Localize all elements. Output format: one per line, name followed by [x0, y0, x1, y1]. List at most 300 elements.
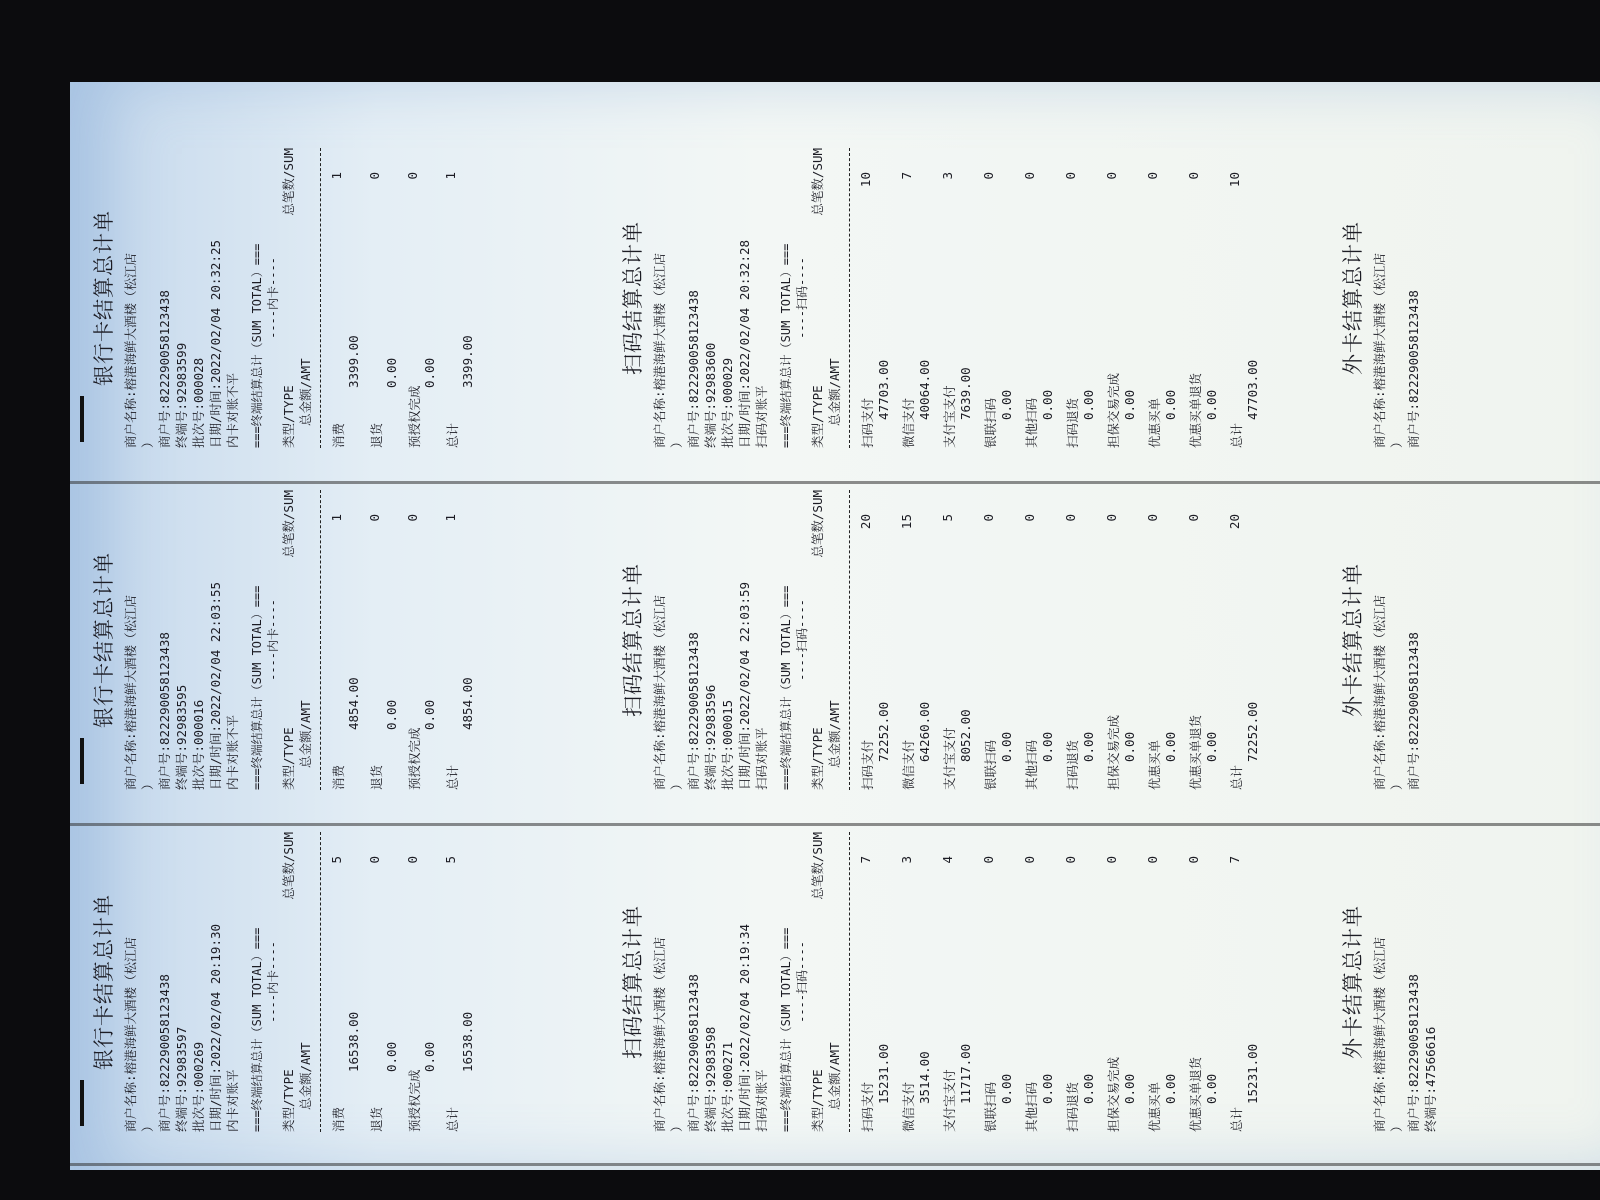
merchant-number: 商户号:822290058123438	[157, 290, 172, 448]
row-count: 0	[1022, 514, 1037, 522]
reconcile-status: 内卡对账不平	[225, 372, 240, 448]
receipt-strip	[70, 118, 1600, 478]
row-type: 消费	[331, 764, 346, 790]
sum-total-header: ===终端结算总计（SUM TOTAL）===	[250, 585, 264, 790]
row-amount: 0.00	[1040, 731, 1055, 762]
settle-datetime: 日期/时间:2022/02/04 22:03:59	[737, 581, 752, 790]
row-type: 扫码支付	[860, 397, 875, 448]
row-amount: 0.00	[1204, 1073, 1219, 1104]
table-row	[327, 148, 365, 448]
row-count: 1	[329, 172, 344, 180]
row-type: 优惠买单退货	[1188, 372, 1203, 448]
column-header	[809, 148, 843, 448]
receipt-title: 扫码结算总计单	[621, 905, 645, 1059]
row-type: 优惠买单	[1147, 397, 1162, 448]
row-amount: 0.00	[999, 1073, 1014, 1104]
row-amount: 0.00	[1163, 389, 1178, 420]
receipt-title: 外卡结算总计单	[1341, 221, 1365, 375]
row-type: 扫码退货	[1065, 739, 1080, 790]
qr-settlement-summary	[615, 148, 1266, 448]
table-row	[1061, 148, 1102, 448]
row-type: 银联扫码	[983, 1081, 998, 1132]
merchant-name: 商户名称:榕港海鲜大酒楼（松江店	[652, 252, 667, 448]
col-type-label: 类型/TYPE	[281, 1069, 296, 1132]
row-amount: 0.00	[1122, 1073, 1137, 1104]
receipt-mark	[80, 396, 84, 442]
terminal-number: 终端号:47566616	[1423, 1026, 1438, 1132]
table-row	[979, 490, 1020, 790]
col-type-label: 类型/TYPE	[810, 727, 825, 790]
settle-datetime: 日期/时间:2022/02/04 20:32:28	[737, 239, 752, 448]
row-amount: 0.00	[422, 357, 437, 388]
row-amount: 3399.00	[460, 335, 475, 388]
merchant-name: 商户名称:榕港海鲜大酒楼（松江店	[652, 594, 667, 790]
row-amount: 40064.00	[917, 359, 932, 420]
row-amount: 16538.00	[346, 1011, 361, 1072]
row-count: 4	[940, 856, 955, 864]
table-row	[897, 832, 938, 1132]
row-count: 1	[443, 172, 458, 180]
row-type: 优惠买单	[1147, 739, 1162, 790]
row-count: 5	[329, 856, 344, 864]
row-count: 10	[1227, 172, 1242, 188]
strip-edge	[70, 481, 1600, 484]
merchant-number: 商户号:822290058123438	[1406, 290, 1421, 448]
row-type: 预授权完成	[407, 385, 422, 448]
row-count: 7	[899, 172, 914, 180]
row-amount: 0.00	[1163, 1073, 1178, 1104]
row-amount: 0.00	[1122, 389, 1137, 420]
foreign-card-summary	[1335, 490, 1422, 790]
merchant-number: 商户号:822290058123438	[157, 632, 172, 790]
card-type-subheader: ----扫码----	[795, 257, 809, 339]
merchant-name-end: ）	[140, 1119, 155, 1132]
table-row	[938, 148, 979, 448]
merchant-number: 商户号:822290058123438	[157, 974, 172, 1132]
row-type: 优惠买单退货	[1188, 714, 1203, 790]
table-row	[1020, 832, 1061, 1132]
table-row	[403, 832, 441, 1132]
totals-list	[856, 490, 1266, 790]
row-count: 0	[367, 514, 382, 522]
row-type: 银联扫码	[983, 397, 998, 448]
row-amount: 8052.00	[958, 709, 973, 762]
terminal-number: 终端号:92983595	[174, 684, 189, 790]
receipt-title: 扫码结算总计单	[621, 221, 645, 375]
batch-number: 批次号:000015	[720, 699, 735, 790]
row-amount: 64260.00	[917, 701, 932, 762]
row-type: 扫码退货	[1065, 397, 1080, 448]
row-count: 0	[1063, 172, 1078, 180]
col-amount-label: 总金额/AMT	[298, 700, 313, 768]
dashed-divider	[320, 490, 321, 790]
card-type-subheader: ----内卡----	[266, 257, 280, 339]
foreign-card-summary	[1335, 148, 1422, 448]
card-type-subheader: ----扫码----	[795, 599, 809, 681]
row-count: 0	[1104, 514, 1119, 522]
column-header-left	[809, 1042, 843, 1132]
table-row	[365, 148, 403, 448]
bank-card-summary	[80, 148, 479, 448]
strip-edge	[70, 1163, 1600, 1166]
table-row	[979, 832, 1020, 1132]
row-count: 20	[1227, 514, 1242, 530]
table-row	[441, 490, 479, 790]
dashed-divider	[849, 490, 850, 790]
row-type: 担保交易完成	[1106, 1056, 1121, 1132]
row-amount: 4854.00	[460, 677, 475, 730]
row-type: 支付宝支付	[942, 727, 957, 790]
row-count: 5	[940, 514, 955, 522]
terminal-number: 终端号:92983598	[703, 1026, 718, 1132]
table-row	[856, 490, 897, 790]
row-count: 0	[367, 172, 382, 180]
batch-number: 批次号:000029	[720, 357, 735, 448]
row-type: 担保交易完成	[1106, 714, 1121, 790]
column-header-left	[280, 358, 314, 448]
receipt-strip	[70, 490, 1600, 820]
row-amount: 0.00	[384, 699, 399, 730]
col-type-label: 类型/TYPE	[281, 727, 296, 790]
col-count-label: 总笔数/SUM	[281, 490, 296, 558]
table-row	[1020, 490, 1061, 790]
qr-settlement-summary	[615, 490, 1266, 790]
card-type-subheader: ----内卡----	[266, 599, 280, 681]
row-count: 0	[1104, 172, 1119, 180]
row-type: 预授权完成	[407, 727, 422, 790]
sum-total-header: ===终端结算总计（SUM TOTAL）===	[250, 927, 264, 1132]
column-header	[280, 832, 314, 1132]
row-count: 0	[981, 514, 996, 522]
reconcile-status: 扫码对账平	[754, 1069, 769, 1132]
row-amount: 0.00	[999, 731, 1014, 762]
table-row	[1184, 490, 1225, 790]
row-type: 优惠买单退货	[1188, 1056, 1203, 1132]
col-type-label: 类型/TYPE	[810, 385, 825, 448]
row-amount: 0.00	[1163, 731, 1178, 762]
row-count: 0	[1063, 514, 1078, 522]
terminal-number: 终端号:92983597	[174, 1026, 189, 1132]
row-type: 总计	[445, 1106, 460, 1132]
strip-edge	[70, 823, 1600, 826]
dashed-divider	[849, 832, 850, 1132]
row-amount: 4854.00	[346, 677, 361, 730]
merchant-name-end: ）	[1389, 1119, 1404, 1132]
row-amount: 72252.00	[876, 701, 891, 762]
merchant-name: 商户名称:榕港海鲜大酒楼（松江店	[1372, 936, 1387, 1132]
merchant-name: 商户名称:榕港海鲜大酒楼（松江店	[1372, 252, 1387, 448]
row-count: 0	[405, 856, 420, 864]
table-row	[1102, 490, 1143, 790]
row-count: 0	[367, 856, 382, 864]
table-row	[897, 490, 938, 790]
merchant-name-end: ）	[669, 777, 684, 790]
receipt-strip	[70, 832, 1600, 1162]
table-row	[1143, 490, 1184, 790]
row-amount: 15231.00	[876, 1043, 891, 1104]
terminal-number: 终端号:92983599	[174, 342, 189, 448]
row-type: 优惠买单	[1147, 1081, 1162, 1132]
merchant-number: 商户号:822290058123438	[1406, 632, 1421, 790]
row-type: 预授权完成	[407, 1069, 422, 1132]
table-row	[856, 832, 897, 1132]
col-type-label: 类型/TYPE	[281, 385, 296, 448]
totals-list	[856, 832, 1266, 1132]
receipt-title: 银行卡结算总计单	[92, 552, 116, 728]
row-type: 扫码支付	[860, 739, 875, 790]
row-type: 其他扫码	[1024, 397, 1039, 448]
table-row	[979, 148, 1020, 448]
col-count-label: 总笔数/SUM	[810, 490, 825, 558]
row-type: 总计	[445, 422, 460, 448]
dashed-divider	[320, 832, 321, 1132]
row-count: 3	[940, 172, 955, 180]
settle-datetime: 日期/时间:2022/02/04 22:03:55	[208, 581, 223, 790]
row-count: 0	[1104, 856, 1119, 864]
card-type-subheader: ----内卡----	[266, 941, 280, 1023]
row-type: 扫码退货	[1065, 1081, 1080, 1132]
column-header-left	[809, 358, 843, 448]
merchant-name: 商户名称:榕港海鲜大酒楼（松江店	[123, 252, 138, 448]
settle-datetime: 日期/时间:2022/02/04 20:32:25	[208, 239, 223, 448]
row-type: 总计	[1229, 422, 1244, 448]
table-row	[897, 148, 938, 448]
row-type: 担保交易完成	[1106, 372, 1121, 448]
settle-datetime: 日期/时间:2022/02/04 20:19:34	[737, 923, 752, 1132]
receipt-mark	[80, 1080, 84, 1126]
row-amount: 0.00	[1204, 731, 1219, 762]
merchant-name-end: ）	[669, 435, 684, 448]
row-count: 1	[443, 514, 458, 522]
row-count: 1	[329, 514, 344, 522]
foreign-card-summary	[1335, 832, 1439, 1132]
column-header-left	[280, 1042, 314, 1132]
row-type: 支付宝支付	[942, 385, 957, 448]
reconcile-status: 内卡对账平	[225, 1069, 240, 1132]
column-header	[280, 490, 314, 790]
receipt-title: 扫码结算总计单	[621, 563, 645, 717]
row-type: 微信支付	[901, 1081, 916, 1132]
table-row	[1143, 832, 1184, 1132]
sum-total-header: ===终端结算总计（SUM TOTAL）===	[779, 927, 793, 1132]
card-type-subheader: ----扫码----	[795, 941, 809, 1023]
totals-list	[327, 490, 479, 790]
table-row	[441, 148, 479, 448]
row-amount: 72252.00	[1245, 701, 1260, 762]
table-row	[1184, 148, 1225, 448]
table-row	[327, 832, 365, 1132]
table-row	[1102, 832, 1143, 1132]
totals-list	[327, 832, 479, 1132]
row-amount: 0.00	[1081, 731, 1096, 762]
row-amount: 0.00	[1081, 1073, 1096, 1104]
merchant-name-end: ）	[140, 777, 155, 790]
merchant-name-end: ）	[669, 1119, 684, 1132]
dashed-divider	[320, 148, 321, 448]
table-row	[441, 832, 479, 1132]
settle-datetime: 日期/时间:2022/02/04 20:19:30	[208, 923, 223, 1132]
dashed-divider	[849, 148, 850, 448]
table-row	[365, 490, 403, 790]
row-type: 微信支付	[901, 397, 916, 448]
row-amount: 0.00	[422, 699, 437, 730]
table-row	[856, 148, 897, 448]
table-row	[1225, 490, 1266, 790]
sum-total-header: ===终端结算总计（SUM TOTAL）===	[250, 243, 264, 448]
bank-card-summary	[80, 832, 479, 1132]
totals-list	[856, 148, 1266, 448]
row-amount: 3399.00	[346, 335, 361, 388]
row-count: 5	[443, 856, 458, 864]
column-header-left	[280, 700, 314, 790]
row-count: 0	[405, 514, 420, 522]
merchant-number: 商户号:822290058123438	[686, 632, 701, 790]
col-amount-label: 总金额/AMT	[827, 1042, 842, 1110]
col-amount-label: 总金额/AMT	[298, 358, 313, 426]
merchant-name: 商户名称:榕港海鲜大酒楼（松江店	[652, 936, 667, 1132]
merchant-name: 商户名称:榕港海鲜大酒楼（松江店	[123, 594, 138, 790]
batch-number: 批次号:000271	[720, 1041, 735, 1132]
merchant-number: 商户号:822290058123438	[686, 290, 701, 448]
merchant-number: 商户号:822290058123438	[686, 974, 701, 1132]
row-type: 扫码支付	[860, 1081, 875, 1132]
row-amount: 0.00	[384, 1041, 399, 1072]
row-type: 退货	[369, 1106, 384, 1132]
merchant-name-end: ）	[1389, 777, 1404, 790]
merchant-number: 商户号:822290058123438	[1406, 974, 1421, 1132]
row-count: 0	[405, 172, 420, 180]
row-amount: 0.00	[1040, 389, 1055, 420]
row-count: 7	[1227, 856, 1242, 864]
table-row	[938, 490, 979, 790]
sum-total-header: ===终端结算总计（SUM TOTAL）===	[779, 585, 793, 790]
receipt-title: 外卡结算总计单	[1341, 563, 1365, 717]
col-count-label: 总笔数/SUM	[810, 148, 825, 216]
receipt-mark	[80, 738, 84, 784]
row-amount: 47703.00	[876, 359, 891, 420]
table-row	[938, 832, 979, 1132]
receipt-title: 外卡结算总计单	[1341, 905, 1365, 1059]
row-amount: 0.00	[422, 1041, 437, 1072]
table-row	[1225, 832, 1266, 1132]
row-amount: 0.00	[1122, 731, 1137, 762]
row-count: 0	[1186, 856, 1201, 864]
row-amount: 3514.00	[917, 1051, 932, 1104]
merchant-name-end: ）	[1389, 435, 1404, 448]
row-amount: 0.00	[999, 389, 1014, 420]
row-count: 0	[1145, 514, 1160, 522]
totals-list	[327, 148, 479, 448]
table-row	[327, 490, 365, 790]
row-count: 0	[1022, 172, 1037, 180]
reconcile-status: 扫码对账平	[754, 385, 769, 448]
table-row	[1225, 148, 1266, 448]
row-amount: 0.00	[1040, 1073, 1055, 1104]
sum-total-header: ===终端结算总计（SUM TOTAL）===	[779, 243, 793, 448]
col-count-label: 总笔数/SUM	[281, 148, 296, 216]
reconcile-status: 内卡对账不平	[225, 714, 240, 790]
row-count: 0	[1063, 856, 1078, 864]
row-type: 消费	[331, 1106, 346, 1132]
table-row	[403, 490, 441, 790]
table-row	[1020, 148, 1061, 448]
row-type: 总计	[1229, 1106, 1244, 1132]
row-count: 7	[858, 856, 873, 864]
row-amount: 7639.00	[958, 367, 973, 420]
batch-number: 批次号:000016	[191, 699, 206, 790]
row-type: 支付宝支付	[942, 1069, 957, 1132]
row-type: 退货	[369, 422, 384, 448]
batch-number: 批次号:000028	[191, 357, 206, 448]
row-amount: 0.00	[384, 357, 399, 388]
row-amount: 16538.00	[460, 1011, 475, 1072]
row-count: 0	[1186, 172, 1201, 180]
row-type: 消费	[331, 422, 346, 448]
column-header-left	[809, 700, 843, 790]
row-type: 银联扫码	[983, 739, 998, 790]
row-count: 15	[899, 514, 914, 530]
row-count: 3	[899, 856, 914, 864]
column-header	[809, 490, 843, 790]
paper-sheet	[70, 82, 1600, 1170]
row-type: 微信支付	[901, 739, 916, 790]
row-type: 总计	[1229, 764, 1244, 790]
receipt-title: 银行卡结算总计单	[92, 210, 116, 386]
row-amount: 47703.00	[1245, 359, 1260, 420]
row-type: 总计	[445, 764, 460, 790]
row-count: 0	[981, 856, 996, 864]
row-type: 退货	[369, 764, 384, 790]
column-header	[280, 148, 314, 448]
rotated-content	[70, 82, 1600, 1170]
table-row	[1061, 490, 1102, 790]
row-amount: 0.00	[1081, 389, 1096, 420]
terminal-number: 终端号:92983596	[703, 684, 718, 790]
terminal-number: 终端号:92983600	[703, 342, 718, 448]
col-amount-label: 总金额/AMT	[827, 700, 842, 768]
table-row	[1143, 148, 1184, 448]
table-row	[365, 832, 403, 1132]
col-amount-label: 总金额/AMT	[827, 358, 842, 426]
column-header	[809, 832, 843, 1132]
table-row	[1184, 832, 1225, 1132]
col-count-label: 总笔数/SUM	[810, 832, 825, 900]
row-count: 0	[1022, 856, 1037, 864]
reconcile-status: 扫码对账平	[754, 727, 769, 790]
row-count: 0	[981, 172, 996, 180]
table-row	[1061, 832, 1102, 1132]
qr-settlement-summary	[615, 832, 1266, 1132]
merchant-name: 商户名称:榕港海鲜大酒楼（松江店	[1372, 594, 1387, 790]
row-amount: 0.00	[1204, 389, 1219, 420]
row-count: 0	[1145, 856, 1160, 864]
table-row	[403, 148, 441, 448]
row-count: 20	[858, 514, 873, 530]
row-count: 10	[858, 172, 873, 188]
col-type-label: 类型/TYPE	[810, 1069, 825, 1132]
bank-card-summary	[80, 490, 479, 790]
merchant-name: 商户名称:榕港海鲜大酒楼（松江店	[123, 936, 138, 1132]
receipt-title: 银行卡结算总计单	[92, 894, 116, 1070]
row-amount: 15231.00	[1245, 1043, 1260, 1104]
row-amount: 11717.00	[958, 1043, 973, 1104]
table-row	[1102, 148, 1143, 448]
row-count: 0	[1145, 172, 1160, 180]
row-type: 其他扫码	[1024, 1081, 1039, 1132]
col-amount-label: 总金额/AMT	[298, 1042, 313, 1110]
col-count-label: 总笔数/SUM	[281, 832, 296, 900]
merchant-name-end: ）	[140, 435, 155, 448]
